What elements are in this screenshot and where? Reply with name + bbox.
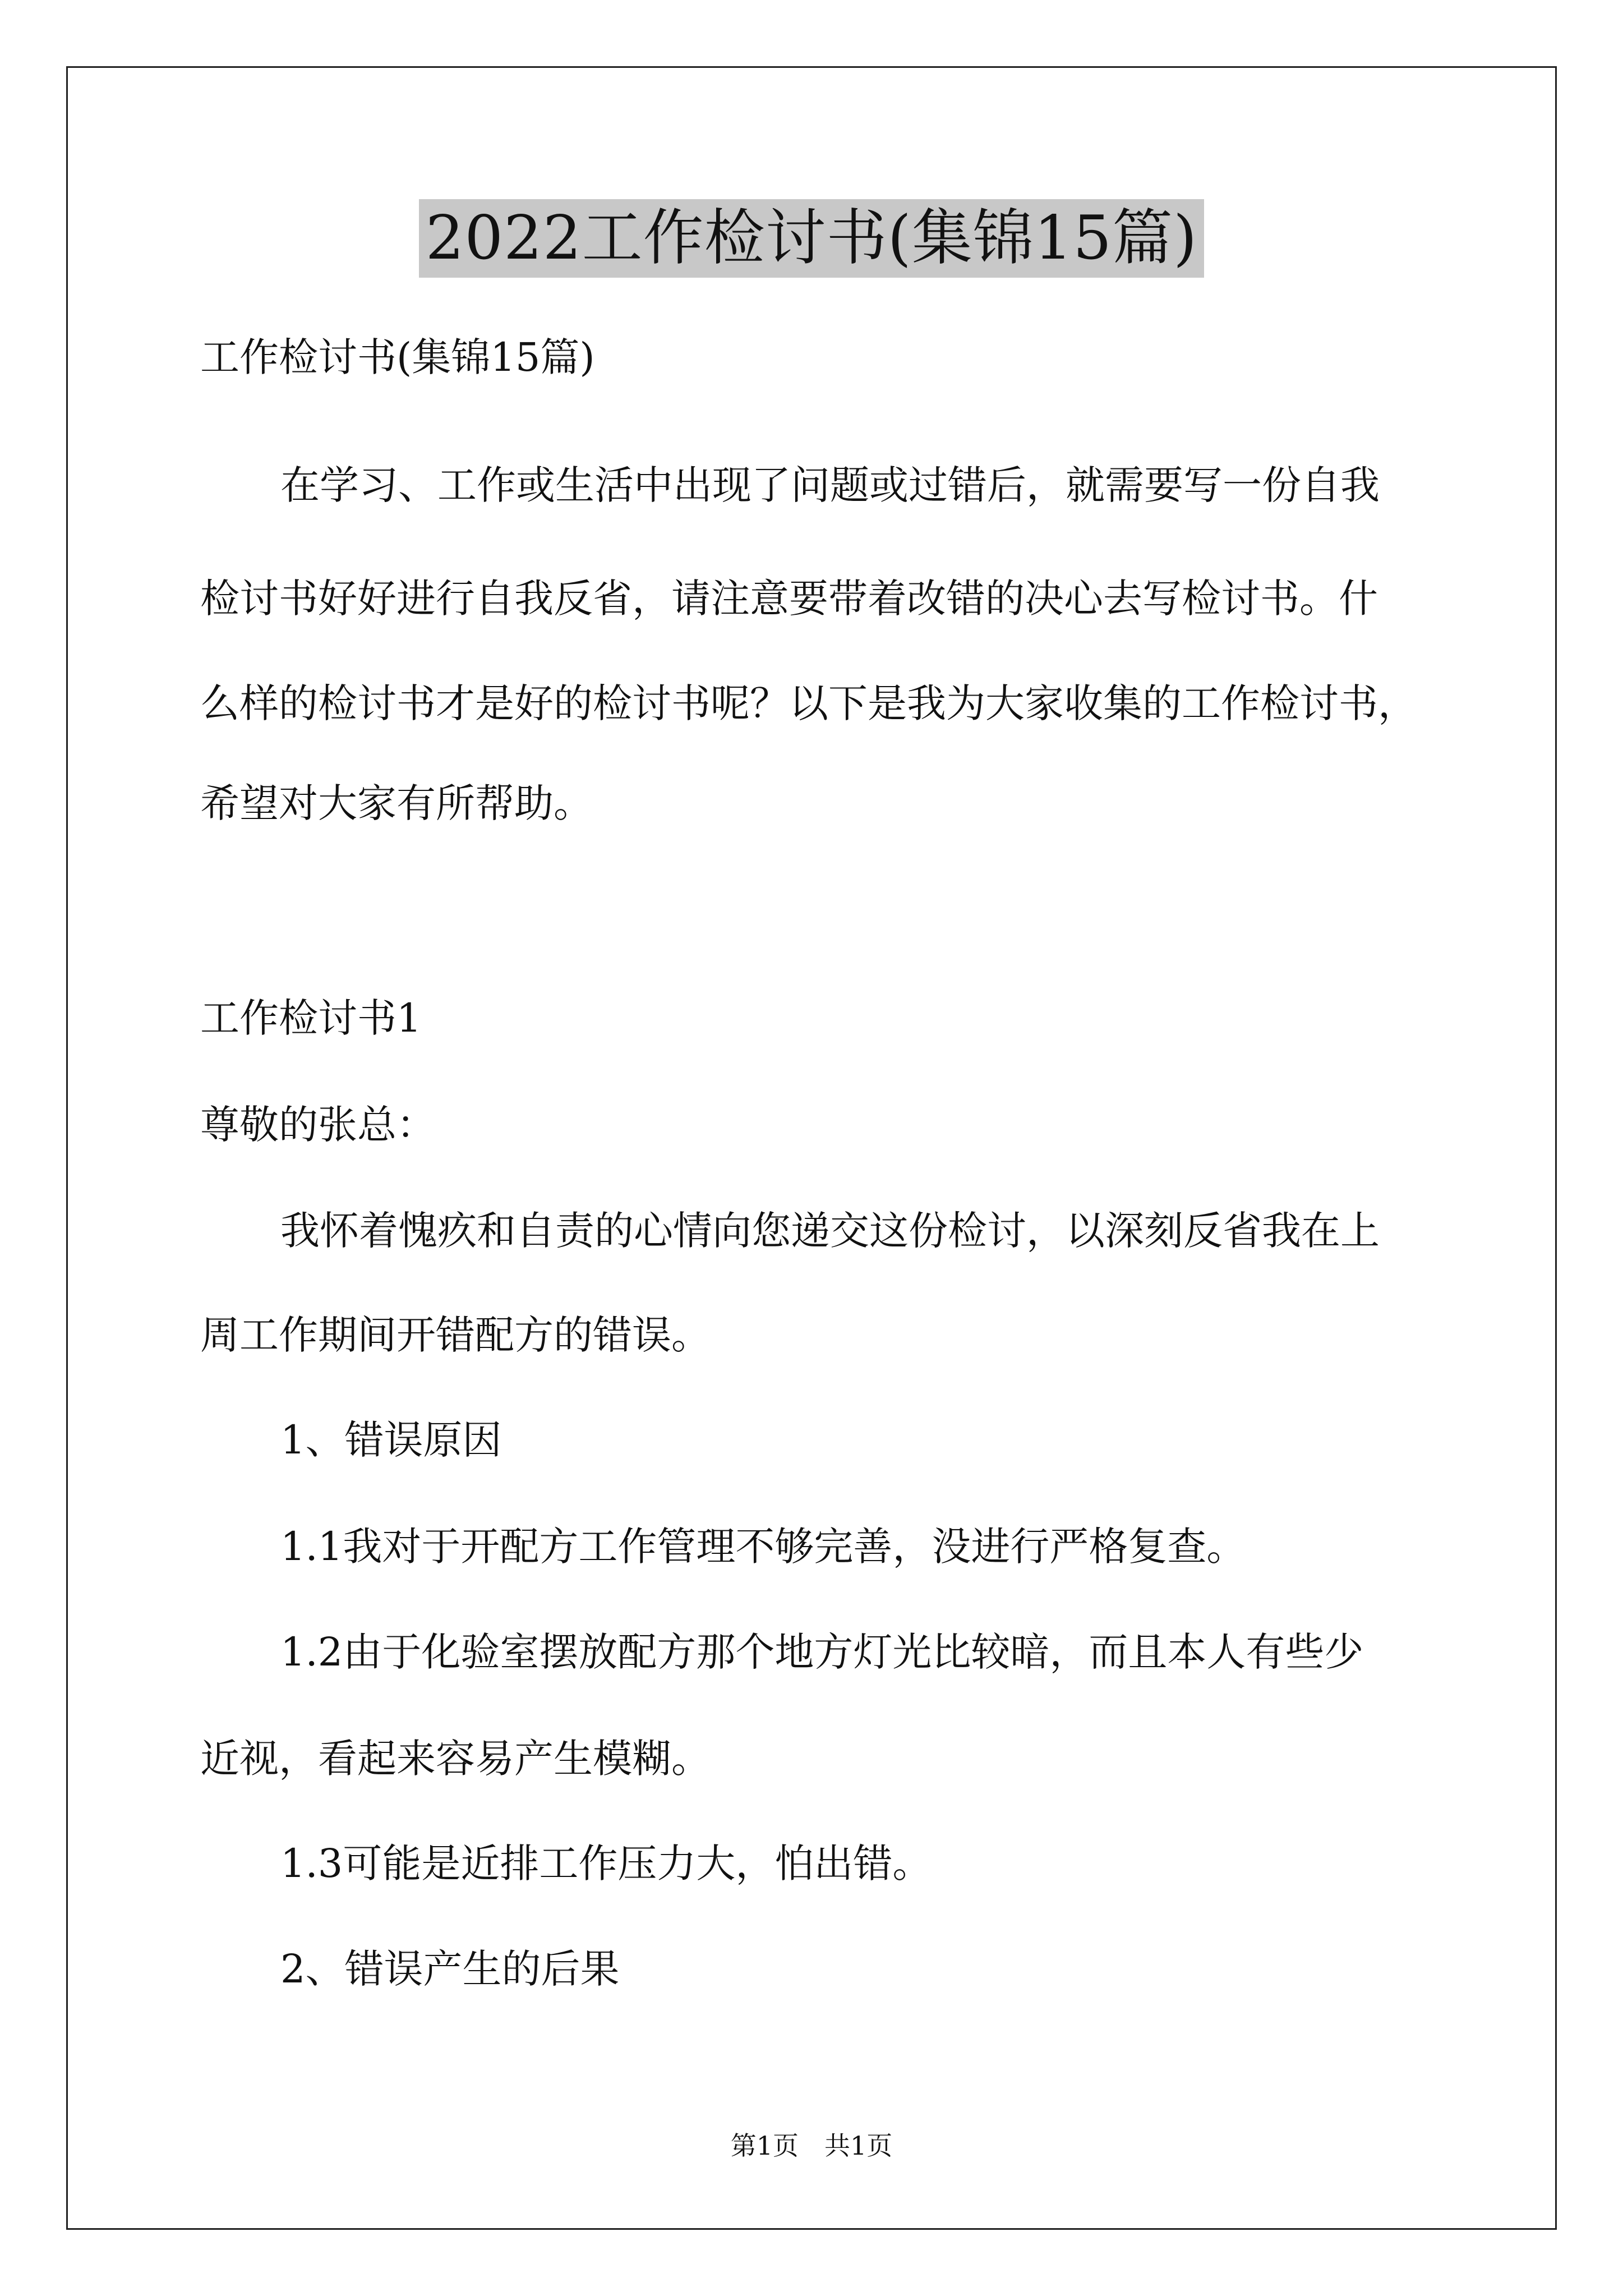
paragraph-line: 检讨书好好进行自我反省，请注意要带着改错的决心去写检讨书。什 <box>200 576 1378 622</box>
list-item: 1.1我对于开配方工作管理不够完善，没进行严格复查。 <box>280 1524 1246 1570</box>
salutation: 尊敬的张总： <box>200 1102 436 1148</box>
page-number-footer: 第1页 共1页 <box>730 2131 893 2161</box>
paragraph-line: 希望对大家有所帮助。 <box>200 780 593 826</box>
paragraph-line: 周工作期间开错配方的错误。 <box>200 1312 711 1358</box>
section-heading: 工作检讨书1 <box>200 995 422 1041</box>
list-item: 1.2由于化验室摆放配方那个地方灯光比较暗，而且本人有些少 <box>280 1629 1364 1675</box>
subtitle-line: 工作检讨书(集锦15篇) <box>200 334 595 380</box>
list-heading: 2、错误产生的后果 <box>280 1946 620 1992</box>
paragraph-line: 在学习、工作或生活中出现了问题或过错后，就需要写一份自我 <box>280 462 1380 508</box>
paragraph-line: 么样的检讨书才是好的检讨书呢？以下是我为大家收集的工作检讨书， <box>200 680 1417 726</box>
list-item-continued: 近视，看起来容易产生模糊。 <box>200 1736 711 1782</box>
list-item: 1.3可能是近排工作压力大，怕出错。 <box>280 1841 932 1887</box>
document-title: 2022工作检讨书(集锦15篇) <box>419 199 1205 278</box>
paragraph-line: 我怀着愧疚和自责的心情向您递交这份检讨，以深刻反省我在上 <box>280 1208 1380 1254</box>
list-heading: 1、错误原因 <box>280 1417 502 1463</box>
title-container <box>0 199 1623 278</box>
